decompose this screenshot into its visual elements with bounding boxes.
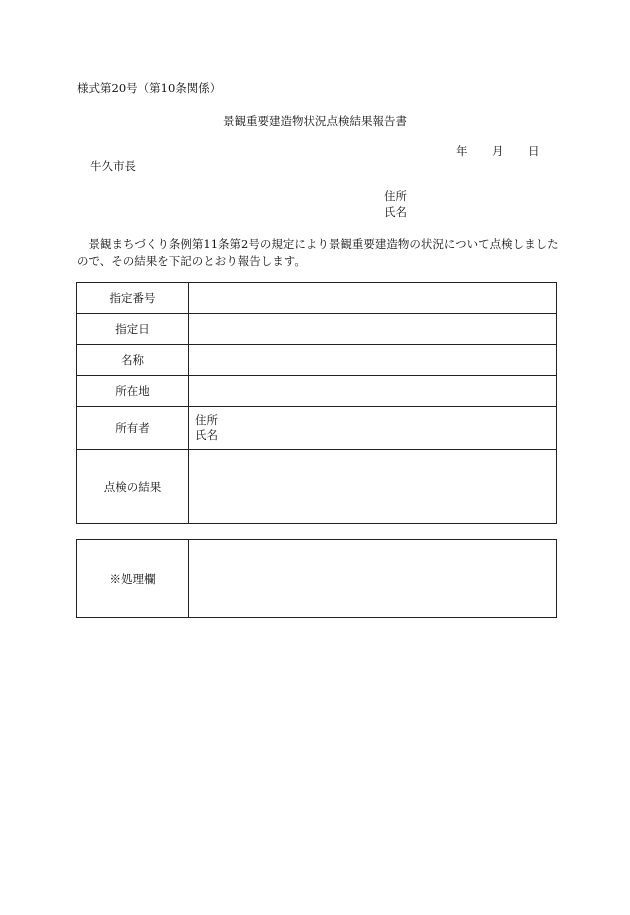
designation-date-field[interactable] — [189, 314, 557, 345]
owner-name-label: 氏名 — [195, 428, 218, 442]
inspection-table — [76, 282, 557, 524]
processing-table — [76, 539, 557, 618]
applicant-name-label: 氏名 — [384, 205, 407, 219]
owner-label: 所有者 — [77, 407, 189, 450]
table-row-owner — [77, 407, 557, 450]
building-name-field[interactable] — [189, 345, 557, 376]
table-row-processing — [77, 540, 557, 618]
processing-field[interactable] — [189, 540, 557, 618]
date-day-label: 日 — [528, 144, 540, 158]
inspection-result-label: 点検の結果 — [77, 450, 189, 524]
applicant-address-label: 住所 — [384, 189, 407, 203]
document-title: 景観重要建造物状況点検結果報告書 — [223, 114, 407, 128]
owner-address-label: 住所 — [195, 413, 218, 427]
location-label: 所在地 — [77, 376, 189, 407]
form-number: 様式第20号（第10条関係） — [77, 81, 222, 95]
location-field[interactable] — [189, 376, 557, 407]
table-row-designation-date — [77, 314, 557, 345]
building-name-label: 名称 — [77, 345, 189, 376]
date-year-label: 年 — [456, 144, 468, 158]
table-row-name — [77, 345, 557, 376]
addressee: 牛久市長 — [90, 159, 136, 173]
body-text: 景観まちづくり条例第11条第2号の規定により景観重要建造物の状況について点検しましたので、その結果を下記のとおり報告します。 — [77, 237, 559, 268]
table-row-designation-number — [77, 283, 557, 314]
date-month-label: 月 — [492, 144, 504, 158]
designation-date-label: 指定日 — [77, 314, 189, 345]
designation-number-label: 指定番号 — [77, 283, 189, 314]
owner-field[interactable] — [189, 407, 557, 450]
designation-number-field[interactable] — [189, 283, 557, 314]
inspection-result-field[interactable] — [189, 450, 557, 524]
processing-label: ※処理欄 — [77, 540, 189, 618]
table-row-location — [77, 376, 557, 407]
table-row-inspection-result — [77, 450, 557, 524]
